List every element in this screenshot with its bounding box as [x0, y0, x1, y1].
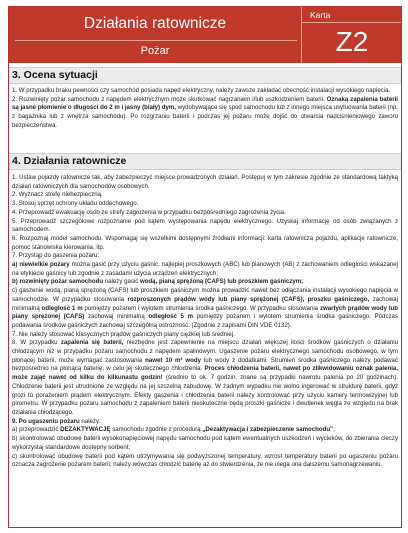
- text-run: pomiędzy pożarem i wylotem strumienia środka gaśniczego. Podczas podawania środków gaśniczych zachowaj szczególną ostrożność. (Zgodnie z zapisami DIN VDE 0132).: [12, 313, 398, 329]
- paragraph: c) skontrolować obudowę baterii pod kątem utrzymywania się podwyższonej temperatury, wzrost temperatury baterii po ugaszeniu pożaru oznacza zagrożenie pożarem baterii; należy wówczas chłodzić baterię aż do stwierdzenia, że nie ulega ona dalszemu samonagrzewaniu.: [12, 452, 398, 469]
- text-run: ;: [333, 426, 335, 434]
- header-divider: [15, 40, 297, 41]
- text-run: (średnio to ok. 7 godzin, znane są przypadki nawrotu palenia po 20 godzinach). Chłodzenie baterii jest utrudnione ze względu na jej szczelną zabudowę. W żadnym wypadku nie wolno ingerować w strukturę baterii, gdyż grozi to porażeniem prądem elektrycznym. Efekty gaszenia i chłodzenia baterii należy kontrolować przy użyciu kamery termowizyjnej lub pirometru. W przypadku pożaru samochodu z zapaleniem baterii nieskuteczne będą proszki gaśnicze i dwutlenek węgla ze względu na brak działania chłodzącego.: [12, 374, 398, 416]
- text-run: 2. Rozwinięty pożar samochodu z napędem elektrycznym może skutkować nagrzaniem i/lub uszkodzeniem baterii.: [12, 95, 327, 103]
- section-body-actions: [12, 174, 398, 470]
- paragraph: 3. Stosuj sprzęt ochrony układu oddechowego.: [12, 200, 139, 208]
- card-header: [9, 7, 401, 63]
- text-run-bold: odległość 5 m: [148, 313, 193, 321]
- page-title: Działania ratownicze: [83, 15, 227, 32]
- text-run: można gasić przy użyciu gaśnic, najlepiej proszkowych (ABC) lub pianowych (AB) z zachowaniem odległości wskazanej na etykiecie gaśnicy lub zgodnie z zasadami użycia urządzeń elektrycznych;: [12, 261, 398, 277]
- text-run: 8. W przypadku: [12, 339, 61, 347]
- section-body-assessment: [12, 87, 398, 131]
- paragraph: [12, 418, 398, 427]
- text-run: lub wody z dodatkami. Strumień środka gaśniczego należy podawać bezpośrednio na płonącą baterię, w celu jej skutecznego chłodzenia.: [12, 356, 398, 373]
- text-run: należy:: [79, 417, 101, 425]
- text-run-bold: Oznaką zapalenia baterii są jasne płomienie o długości do 2 m i jasny (biały) dym,: [12, 95, 398, 112]
- paragraph: 1. Ustaw pojazdy ratownicze tak, aby zabezpieczyć miejsce prowadzonych działań. Postępuj w tym zakresie zgodnie ze standardową taktyką działań ratowniczych dla samochodów osobowych.: [12, 174, 398, 190]
- paragraph: 7. Przystąp do gaszenia pożaru:: [12, 252, 100, 260]
- page-subtitle: Pożar: [140, 45, 170, 57]
- text-run-bold: „Dezaktywacja i zabezpieczenie samochodu”: [202, 426, 334, 434]
- paragraph: 2. Wyznacz strefę niebezpieczną.: [12, 191, 103, 199]
- section-heading-actions: [9, 153, 401, 170]
- paragraph: [12, 287, 398, 331]
- text-run-bold: zwartych prądów wody lub piany sprężonej (CAFS): [12, 304, 398, 321]
- text-run-bold: wodą, pianą sprężoną (CAFS) lub proszkiem gaśniczym;: [140, 278, 304, 286]
- section-title: 4. Działania ratownicze: [12, 155, 127, 167]
- text-run-bold: 9. Po ugaszeniu pożaru: [12, 417, 80, 425]
- section-heading-assessment: [9, 67, 401, 84]
- paragraph: 1. W przypadku braku pewności czy samochód posiada napęd elektryczny, należy zawsze zakładać obecność instalacji wysokiego napięcia.: [12, 87, 391, 94]
- paragraph: [12, 339, 398, 417]
- text-run-bold: DEZAKTYWACJĘ: [60, 426, 111, 434]
- rescue-card: [8, 6, 402, 528]
- text-run-bold: rozproszonych prądów wody lub piany sprężonej (CAFS), proszku gaśniczego,: [127, 295, 370, 303]
- text-run: pomiędzy pożarem i wylotem strumienia środka gaśniczego. W przypadku stosowania: [82, 304, 320, 312]
- text-run-bold: a) niewielkie pożary: [12, 261, 70, 269]
- card-id-box: [301, 7, 401, 63]
- paragraph: 7. Nie należy stosować klasycznych prądów gaśniczych piany ciężkiej lub średniej.: [12, 330, 235, 338]
- text-run: zachowaj minimalną: [12, 295, 398, 312]
- paragraph: 4. Przeprowadź ewakuację osób ze strefy zagrożenia w przypadku bezpośredniego zagrożenia życia.: [12, 208, 286, 216]
- text-run-bold: Proces chłodzenia baterii, nawet po zlikwidowaniu oznak palenia, może zająć nawet od kilku do kilkunastu godzin!: [12, 365, 398, 382]
- paragraph: b) skontrolować obudowę baterii wysokonapięciowej napędu samochodu pod kątem ewentualnych uszkodzeń i wycieków, do zbierania cieczy wykorzystaj standardowe dostępny sorbent;: [12, 435, 398, 451]
- text-run-bold: odległość 1 m: [41, 304, 83, 312]
- text-run: wydobywające się spod samochodu lub z innego miejsca usytuowania baterii (np. z bagażnika lub z wnętrza samochodu). Po rozgrzaniu baterii i podczas jej pożaru może dojść do otwarcia nadciśnieniowego zaworu bezpieczeństwa.: [12, 104, 398, 129]
- paragraph: 5. Przeprowadź szczegółowe rozpoznanie pod kątem występowania napędu elektrycznego. Uzyskaj informację od osób związanych z samochodem.: [12, 217, 398, 234]
- text-run-bold: zapalenia się baterii,: [60, 339, 124, 347]
- text-run: należy gasić: [103, 278, 140, 286]
- header-title-area: [9, 7, 301, 63]
- text-run: samochodu zgodnie z procedurą: [110, 426, 203, 434]
- text-run-bold: nawet 10 m³ wody: [145, 356, 201, 364]
- section-title: 3. Ocena sytuacji: [12, 69, 98, 81]
- text-run: a) przeprowadzić: [12, 426, 61, 434]
- card-label: Karta: [310, 10, 331, 20]
- paragraph: [12, 261, 398, 278]
- text-run: c) gaszenie wodą, pianą sprężoną (CAFS) lub proszkiem gaśniczym można prowadzić nawet bez odłączania instalacji wysokiego napięcia w samochodzie. W przypadku stosowania: [12, 287, 398, 303]
- text-run: niezbędne jest zapewnienie na miejscu działań większej ilości środków gaśniczych o działaniu chłodzącym niż w przypadku pożaru samochodu z napędem spalinowym. Ugaszenie pożaru elektrycznego samochodu osobowego, w tym płonącej baterii, może wymagać zastosowania: [12, 339, 398, 364]
- paragraph: 6. Rozpoznaj model samochodu. Wspomagaj się wszelkimi dostępnymi źródłami informacji: karta ratownicza pojazdu, aplikacje ratownicze, pomoc stanowiska kierowania, itp.: [12, 234, 398, 251]
- paragraph: [12, 96, 398, 131]
- text-run-bold: b) rozwinięty pożar samochodu: [12, 278, 104, 286]
- text-run: zachowaj minimalną: [84, 313, 149, 321]
- card-code: Z2: [335, 26, 369, 57]
- card-divider: [302, 22, 402, 23]
- paragraph: [12, 426, 398, 435]
- paragraph: [12, 278, 398, 287]
